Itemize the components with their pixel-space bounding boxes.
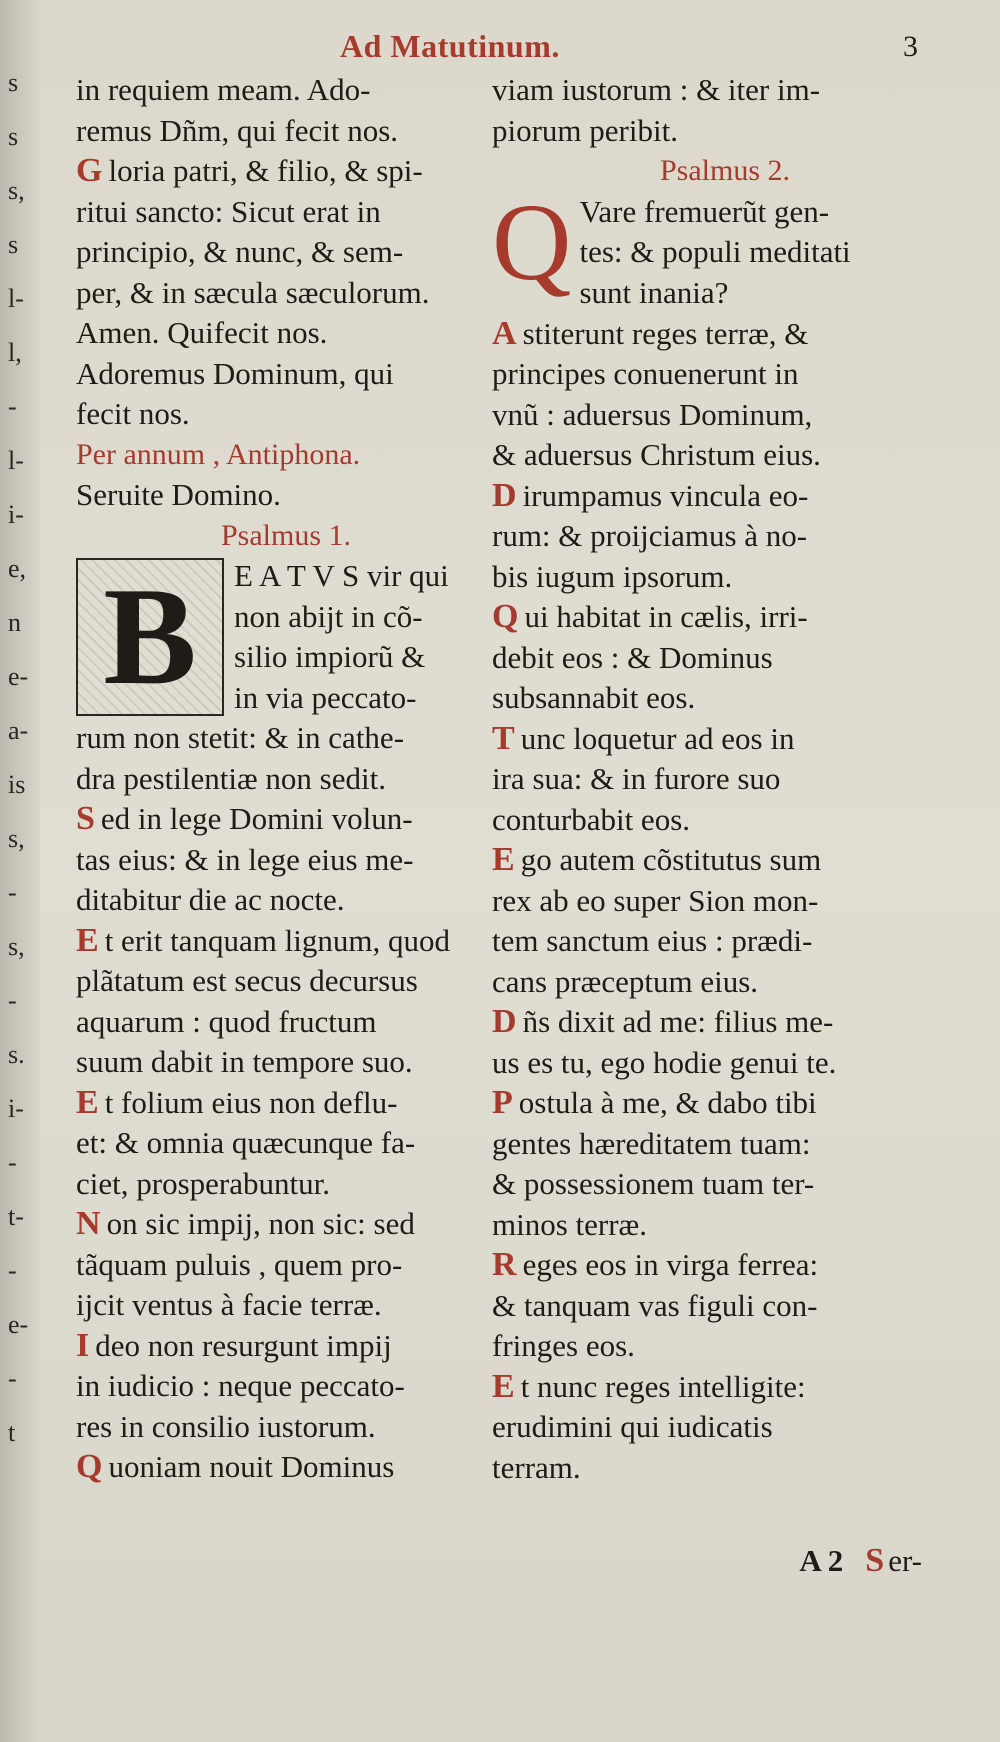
verse-line: rum non stetit: & in cathe- — [76, 720, 405, 755]
page-number: 3 — [903, 30, 918, 63]
edge-fragment: is — [8, 770, 26, 799]
edge-fragment: n — [8, 608, 21, 637]
psalm-2-opening — [492, 192, 958, 314]
verse-line: cans præceptum eius. — [492, 963, 759, 999]
psalm-heading: Psalmus 1. — [220, 518, 352, 552]
text-line: viam iustorum : & iter im- — [492, 72, 821, 107]
text-line: piorum peribit. — [492, 112, 678, 148]
rubric-capital: R — [492, 1246, 517, 1283]
edge-fragment: - — [8, 1148, 17, 1177]
adjacent-page-edge — [0, 0, 41, 1742]
rubric-capital: E — [492, 1367, 515, 1405]
verse-line: ciet, prosperabuntur. — [76, 1165, 330, 1201]
edge-fragment: s, — [8, 824, 25, 853]
verse-line: E t folium eius non deflu- — [76, 1083, 398, 1121]
verse-line: Vare fremuerũt gen- — [579, 193, 830, 229]
verse-line: principio, & nunc, & sem- — [76, 234, 404, 269]
edge-fragment: e- — [8, 662, 29, 691]
edge-fragment: - — [8, 392, 17, 421]
left-verses — [76, 799, 496, 1488]
text-line: in requiem meam. Ado- — [76, 72, 371, 107]
rubric-capital: T — [492, 719, 515, 757]
right-verses — [492, 314, 958, 1489]
verse-line: ijcit ventus à facie terræ. — [76, 1287, 382, 1322]
verse-line: principes conuenerunt in — [492, 356, 799, 391]
verse-line: subsannabit eos. — [492, 680, 696, 715]
rubric-capital: Q — [76, 1448, 103, 1485]
edge-fragment: e, — [8, 554, 27, 583]
verse-line: erudimini qui iudicatis — [492, 1409, 773, 1444]
verse-line: & aduersus Christum eius. — [492, 437, 821, 472]
verse-line: tãquam puluis , quem pro- — [76, 1246, 403, 1282]
verse-line: E t nunc reges intelligite: — [492, 1367, 806, 1405]
verse-line: dra pestilentiæ non sedit. — [76, 760, 386, 796]
verse-line: vnũ : aduersus Dominum, — [492, 396, 813, 432]
verse-line: T unc loquetur ad eos in — [492, 719, 795, 757]
verse-line: bis iugum ipsorum. — [492, 558, 733, 594]
edge-fragment: e- — [8, 1310, 29, 1339]
edge-fragment: s. — [8, 1040, 25, 1069]
catchword-line — [799, 1542, 922, 1580]
verse-line: D ñs dixit ad me: filius me- — [492, 1003, 834, 1040]
verse-line: E go autem cõstitutus sum — [492, 841, 822, 878]
edge-fragment: t- — [8, 1202, 24, 1231]
right-column — [492, 70, 958, 1488]
verse-line: N on sic impij, non sic: sed — [76, 1205, 415, 1242]
verse-line: res in consilio iustorum. — [76, 1408, 376, 1444]
edge-fragment: t — [8, 1418, 16, 1447]
edge-fragment: - — [8, 1364, 17, 1393]
verse-line: D irumpamus vincula eo- — [492, 476, 809, 514]
verse-line: rex ab eo super Sion mon- — [492, 882, 819, 918]
rubric-capital: Q — [492, 598, 519, 635]
psalm-1-opening — [76, 556, 496, 718]
verse-line: non abijt in cõ- — [234, 598, 423, 634]
edge-fragment: l, — [8, 338, 22, 367]
verse-line: plãtatum est secus decursus — [76, 963, 418, 998]
verse-line: G loria patri, & filio, & spi- — [76, 152, 423, 189]
verse-line: gentes hæreditatem tuam: — [492, 1125, 811, 1161]
edge-fragment: a- — [8, 716, 29, 745]
edge-fragment: l- — [8, 284, 24, 313]
running-head: Ad Matutinum. — [340, 28, 560, 64]
verse-line: per, & in sæcula sæculorum. — [76, 274, 430, 310]
psalm-heading: Psalmus 2. — [659, 154, 791, 187]
decorated-initial: B — [76, 558, 224, 716]
verse-line: in via peccato- — [234, 679, 417, 715]
verse-line: silio impiorũ & — [234, 639, 426, 674]
verse-line: A stiterunt reges terræ, & — [492, 314, 809, 352]
verse-line: & possessionem tuam ter- — [492, 1166, 815, 1201]
verse-line: fecit nos. — [76, 396, 190, 431]
verse-line: sunt inania? — [579, 274, 729, 310]
antiphon-text: Seruite Domino. — [76, 477, 281, 512]
verse-line: in iudicio : neque peccato- — [76, 1368, 405, 1403]
rubric-capital: S — [865, 1542, 885, 1579]
edge-fragment: - — [8, 986, 17, 1015]
book-page — [40, 0, 1000, 1742]
verse-line: Amen. Quifecit nos. — [76, 315, 328, 350]
verse-line: minos terræ. — [492, 1206, 647, 1242]
rubric-capital: S — [76, 800, 95, 837]
rubric-capital: A — [492, 314, 517, 352]
verse-line: Q uoniam nouit Dominus — [76, 1448, 395, 1485]
verse-line: E t erit tanquam lignum, quod — [76, 921, 450, 959]
large-initial: Q — [492, 191, 572, 303]
edge-fragment: s, — [8, 932, 25, 961]
verse-line: R eges eos in virga ferrea: — [492, 1246, 819, 1283]
verse-line: ditabitur die ac nocte. — [76, 882, 345, 917]
verse-line: S ed in lege Domini volun- — [76, 800, 413, 837]
rubric-capital: D — [492, 476, 517, 514]
catchword: er- — [888, 1543, 922, 1578]
rubric-capital: E — [492, 841, 515, 878]
verse-line: Q ui habitat in cælis, irri- — [492, 598, 808, 635]
signature-mark: A 2 — [799, 1543, 844, 1578]
edge-fragment: i- — [8, 1094, 24, 1123]
rubric-capital: D — [492, 1003, 517, 1040]
edge-fragment: - — [8, 1256, 17, 1285]
verse-line: E A T V S vir qui — [234, 558, 449, 593]
verse-line: P ostula à me, & dabo tibi — [492, 1084, 817, 1121]
verse-line: ira sua: & in furore suo — [492, 761, 781, 796]
verse-line: suum dabit in tempore suo. — [76, 1044, 413, 1079]
verse-line: ritui sancto: Sicut erat in — [76, 193, 381, 229]
edge-fragment: i- — [8, 500, 24, 529]
rubric-capital: G — [76, 152, 103, 189]
verse-line: I deo non resurgunt impij — [76, 1326, 392, 1364]
verse-line: tes: & populi meditati — [579, 234, 851, 269]
edge-fragment: s, — [8, 176, 25, 205]
edge-fragment: l- — [8, 446, 24, 475]
left-column — [76, 70, 496, 1488]
rubric-capital: N — [76, 1205, 101, 1242]
edge-fragment: s — [8, 230, 19, 259]
verse-line: et: & omnia quæcunque fa- — [76, 1125, 416, 1160]
rubric-capital: I — [76, 1326, 90, 1364]
edge-fragment: - — [8, 878, 17, 907]
verse-line: tas eius: & in lege eius me- — [76, 841, 414, 877]
rubric-capital: E — [76, 1083, 99, 1121]
antiphon-heading: Per annum , Antiphona. — [76, 437, 361, 471]
verse-line: fringes eos. — [492, 1328, 635, 1363]
verse-line: debit eos : & Dominus — [492, 639, 773, 675]
edge-fragment: s — [8, 122, 19, 151]
verse-line: rum: & proijciamus à no- — [492, 518, 808, 553]
edge-fragment: s — [8, 68, 19, 97]
text-line: remus Dñm, qui fecit nos. — [76, 112, 399, 148]
verse-line: Adoremus Dominum, qui — [76, 355, 394, 391]
verse-line: conturbabit eos. — [492, 801, 691, 837]
verse-line: aquarum : quod fructum — [76, 1003, 377, 1039]
rubric-capital: E — [76, 921, 99, 959]
verse-line: terram. — [492, 1449, 581, 1485]
verse-line: us es tu, ego hodie genui te. — [492, 1044, 837, 1080]
rubric-capital: P — [492, 1084, 513, 1121]
verse-line: & tanquam vas figuli con- — [492, 1287, 818, 1323]
verse-line: tem sanctum eius : prædi- — [492, 923, 813, 958]
